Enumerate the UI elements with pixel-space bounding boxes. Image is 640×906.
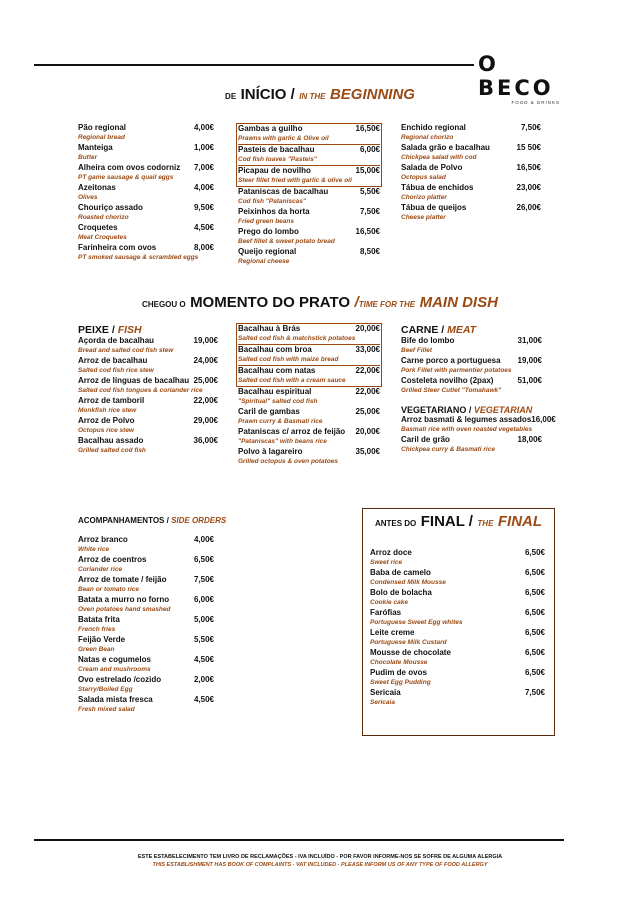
menu-item-name: Salada grão e bacalhau [401, 143, 490, 152]
menu-item-translation: Oven potatoes hand smashed [78, 606, 171, 613]
menu-item-price: 5,50€ [193, 635, 214, 644]
menu-item-name: Manteiga [78, 143, 113, 152]
menu-item-translation: Cookie cake [370, 599, 408, 606]
menu-item [401, 376, 542, 396]
menu-item-price: 8,50€ [359, 247, 380, 256]
menu-item-name: Pasteis de bacalhau [238, 145, 315, 154]
menu-item-name: Pão regional [78, 123, 127, 132]
menu-item-name: Carne porco a portuguesa [401, 356, 501, 365]
menu-item-price: 4,50€ [193, 223, 214, 232]
menu-item-translation: Sericaia [370, 699, 395, 706]
menu-item-translation: Cream and mushrooms [78, 666, 151, 673]
menu-item-translation: Pork Fillet with parmentier potatoes [401, 367, 512, 374]
vegetariano-heading: VEGETARIANO / VEGETARIAN [401, 405, 533, 415]
menu-item-translation: Chickpea curry & Basmati rice [401, 446, 495, 453]
menu-item [370, 648, 545, 668]
menu-item [370, 548, 545, 568]
menu-item-translation: Beef Fillet [401, 347, 433, 354]
menu-item-translation: Green Bean [78, 646, 115, 653]
menu-item [78, 535, 214, 555]
carne-column [401, 324, 556, 455]
menu-item-price: 4,00€ [193, 535, 214, 544]
menu-item [78, 223, 214, 243]
menu-item [78, 416, 218, 436]
menu-item-price: 2,00€ [193, 675, 214, 684]
menu-item-price: 4,00€ [193, 123, 214, 132]
menu-item-translation: Octopus salad [401, 174, 446, 181]
menu-item-name: Gambas a guilho [238, 124, 303, 133]
menu-item-price: 1,00€ [193, 143, 214, 152]
menu-item-name: Bolo de bolacha [370, 588, 432, 597]
menu-item-translation: Salted cod fish rice stew [78, 367, 154, 374]
brand-name: O BECO [478, 52, 554, 100]
menu-item-name: Açorda de bacalhau [78, 336, 155, 345]
menu-item-price: 36,00€ [193, 436, 218, 445]
menu-item-price: 5,00€ [193, 615, 214, 624]
menu-item-name: Caril de grão [401, 435, 450, 444]
menu-item-price: 16,50€ [355, 124, 380, 133]
menu-item [78, 595, 214, 615]
section-title-final: ANTES DO FINAL / THE FINAL [374, 513, 543, 530]
menu-item-price: 5,50€ [359, 187, 380, 196]
section-title-inicio: DE INÍCIO / IN THE BEGINNING [225, 86, 415, 103]
menu-item-price: 7,50€ [524, 688, 545, 697]
menu-item-name: Croquetes [78, 223, 118, 232]
menu-item-price: 22,00€ [193, 396, 218, 405]
menu-item-name: Batata a murro no forno [78, 595, 170, 604]
menu-item-price: 23,00€ [516, 183, 541, 192]
menu-item-translation: Condensed Milk Mousse [370, 579, 446, 586]
menu-item-price: 51,00€ [517, 376, 542, 385]
menu-item-price: 31,00€ [517, 336, 542, 345]
menu-item-translation: Salted cod fish tongues & coriander rice [78, 387, 203, 394]
menu-item-name: Bife do lombo [401, 336, 455, 345]
footer-pt: ESTE ESTABELECIMENTO TEM LIVRO DE RECLAMAÇÕES - IVA INCLUÍDO - POR FAVOR INFORME-NOS SE SOFRE DE ALGUMA ALERGIA [137, 854, 503, 860]
menu-item-price: 6,00€ [193, 595, 214, 604]
menu-item-price: 29,00€ [193, 416, 218, 425]
menu-item [370, 588, 545, 608]
menu-item [78, 243, 214, 263]
menu-item-name: Pudim de ovos [370, 668, 427, 677]
menu-item [401, 435, 542, 455]
menu-item-name: Farófias [370, 608, 402, 617]
menu-item-price: 6,50€ [524, 628, 545, 637]
menu-item-price: 6,50€ [524, 548, 545, 557]
menu-item-price: 9,50€ [193, 203, 214, 212]
menu-item-translation: Prawns with garlic & Olive oil [238, 134, 380, 145]
menu-item-price: 7,00€ [193, 163, 214, 172]
menu-item [78, 396, 218, 416]
menu-item [78, 675, 214, 695]
menu-item-translation: Portuguese Sweet Egg whites [370, 619, 463, 626]
menu-item-translation: Chickpea salad with cod [401, 154, 477, 161]
menu-item [238, 166, 380, 186]
menu-item-translation: Chorizo platter [401, 194, 447, 201]
menu-item-name: Caril de gambas [238, 407, 300, 416]
menu-item [238, 247, 380, 267]
menu-item-price: 6,50€ [524, 648, 545, 657]
menu-item [370, 568, 545, 588]
menu-item-translation: Bread and salted cod fish stew [78, 347, 174, 354]
menu-item-translation: Starry/Boiled Egg [78, 686, 133, 693]
menu-item-price: 25,00€ [193, 376, 218, 385]
menu-item-name: Natas e cogumelos [78, 655, 151, 664]
menu-item [78, 575, 214, 595]
menu-item [238, 345, 380, 366]
menu-item-translation: Meat Croquetes [78, 234, 127, 241]
menu-item-price: 15 50€ [516, 143, 541, 152]
menu-item-name: Arroz de coentros [78, 555, 147, 564]
menu-item-translation: "Spiritual" salted cod fish [238, 398, 318, 405]
menu-item-name: Enchido regional [401, 123, 466, 132]
menu-item [238, 427, 380, 447]
final-column [370, 548, 545, 708]
menu-item [238, 227, 380, 247]
menu-item [401, 163, 541, 183]
menu-item-price: 25,00€ [355, 407, 380, 416]
menu-item-price: 16,50€ [516, 163, 541, 172]
menu-item-translation: French fries [78, 626, 116, 633]
menu-item-translation: Cod fish "Pataniscas" [238, 198, 306, 205]
menu-item [78, 163, 214, 183]
menu-item [238, 366, 380, 386]
menu-item [78, 183, 214, 203]
menu-item-translation: Chocolate Mousse [370, 659, 428, 666]
menu-item-translation: Bean or tomato rice [78, 586, 140, 593]
menu-item-name: Salada de Polvo [401, 163, 463, 172]
peixe-heading: PEIXE / FISH [78, 324, 142, 336]
menu-item-name: Bacalhau à Brás [238, 324, 301, 333]
menu-item-translation: Fried green beans [238, 218, 294, 225]
menu-item-price: 7,50€ [193, 575, 214, 584]
menu-item-name: Azeitonas [78, 183, 116, 192]
menu-item [238, 387, 380, 407]
carne-heading: CARNE / MEAT [401, 324, 477, 336]
menu-item [238, 187, 380, 207]
menu-item-name: Bacalhau assado [78, 436, 144, 445]
menu-item [78, 376, 218, 396]
menu-item-price: 7,50€ [520, 123, 541, 132]
menu-item-translation: Prawn curry & Basmati rice [238, 418, 323, 425]
menu-item-name: Bacalhau com broa [238, 345, 312, 354]
menu-item-translation: Grilled octopus & oven potatoes [238, 458, 339, 465]
menu-item-translation: Butter [78, 154, 98, 161]
menu-item [401, 336, 542, 356]
menu-item-name: Tábua de enchidos [401, 183, 474, 192]
menu-item-translation: Regional bread [78, 134, 125, 141]
menu-item-name: Leite creme [370, 628, 415, 637]
menu-item-name: Chouriço assado [78, 203, 143, 212]
menu-item-price: 19,00€ [193, 336, 218, 345]
menu-item-name: Tábua de queijos [401, 203, 467, 212]
menu-item-translation: PT smoked sausage & scrambled eggs [78, 254, 199, 261]
menu-item [370, 628, 545, 648]
header-rule [34, 64, 474, 66]
menu-item-price: 4,50€ [193, 695, 214, 704]
menu-item-translation: Sweet Egg Pudding [370, 679, 431, 686]
menu-item-price: 19,00€ [517, 356, 542, 365]
menu-item [238, 407, 380, 427]
menu-item-name: Prego do lombo [238, 227, 299, 236]
menu-item-price: 4,00€ [193, 183, 214, 192]
menu-item [401, 183, 541, 203]
menu-item-name: Arroz de tomate / feijão [78, 575, 167, 584]
menu-item [401, 143, 541, 163]
menu-item-name: Batata frita [78, 615, 120, 624]
menu-item-name: Farinheira com ovos [78, 243, 157, 252]
menu-item-name: Baba de camelo [370, 568, 431, 577]
menu-item-translation: Olives [78, 194, 98, 201]
menu-item-translation: PT game sausage & quail eggs [78, 174, 174, 181]
menu-item-name: Feijão Verde [78, 635, 126, 644]
menu-item [238, 207, 380, 227]
menu-item [78, 203, 214, 223]
menu-item-name: Mousse de chocolate [370, 648, 451, 657]
menu-item-name: Arroz doce [370, 548, 412, 557]
menu-item-name: Arroz branco [78, 535, 128, 544]
menu-item [401, 415, 556, 435]
acomp-heading: ACOMPANHAMENTOS / SIDE ORDERS [78, 516, 227, 525]
menu-item-translation: Regional cheese [238, 258, 290, 265]
menu-item-name: Ovo estrelado /cozido [78, 675, 162, 684]
menu-item-translation: Salted cod fish with maize bread [238, 355, 380, 366]
menu-item-name: Alheira com ovos codorniz [78, 163, 181, 172]
menu-item-price: 15,00€ [355, 166, 380, 175]
menu-item-translation: Coriander rice [78, 566, 123, 573]
menu-item-translation: Regional chorizo [401, 134, 454, 141]
menu-item [401, 123, 541, 143]
menu-item [401, 203, 541, 223]
menu-item-price: 6,50€ [524, 568, 545, 577]
menu-item-price: 8,00€ [193, 243, 214, 252]
menu-item-translation: Monkfish rice stew [78, 407, 137, 414]
menu-item-price: 16,50€ [355, 227, 380, 236]
menu-item-translation: Steer fillet fried with garlic & olive oil [238, 177, 352, 184]
footer-rule [34, 839, 564, 841]
menu-item-price: 24,00€ [193, 356, 218, 365]
menu-item-translation: Fresh mixed salad [78, 706, 135, 713]
menu-item [370, 668, 545, 688]
menu-item-name: Arroz de Polvo [78, 416, 135, 425]
menu-item-name: Bacalhau com natas [238, 366, 316, 375]
menu-item [78, 615, 214, 635]
menu-item-price: 6,50€ [524, 668, 545, 677]
brand-tagline: FOOD & DRINKS [511, 100, 560, 105]
menu-item-translation: Cod fish loaves "Pasteis" [238, 155, 380, 166]
menu-item-name: Peixinhos da horta [238, 207, 310, 216]
menu-item [238, 447, 380, 467]
menu-item-translation: Cheese platter [401, 214, 446, 221]
menu-item-price: 18,00€ [517, 435, 542, 444]
acompanhamentos-column [78, 516, 227, 715]
menu-item [78, 143, 214, 163]
menu-item [78, 336, 218, 356]
menu-item-price: 7,50€ [359, 207, 380, 216]
menu-item-translation: Salted cod fish with a cream sauce [238, 377, 346, 384]
menu-item-translation: Beef fillet & sweet potato bread [238, 238, 335, 245]
menu-item-price: 20,00€ [355, 427, 380, 436]
prato-col-2 [236, 323, 382, 467]
menu-item [78, 123, 214, 143]
menu-item-name: Arroz basmati & legumes assados [401, 415, 532, 424]
menu-item [401, 356, 542, 376]
menu-item-name: Arroz de bacalhau [78, 356, 148, 365]
menu-item-translation: Portuguese Milk Custard [370, 639, 447, 646]
menu-item-name: Arroz de línguas de bacalhau [78, 376, 190, 385]
menu-item-name: Bacalhau espiritual [238, 387, 312, 396]
menu-item-name: Sericaia [370, 688, 401, 697]
menu-item [78, 436, 218, 456]
menu-item [370, 688, 545, 708]
menu-item-price: 35,00€ [355, 447, 380, 456]
menu-item-price: 22,00€ [355, 366, 380, 375]
inicio-col-3 [401, 123, 541, 223]
menu-item [370, 608, 545, 628]
menu-item-price: 4,50€ [193, 655, 214, 664]
menu-item-translation: Basmati rice with oven roasted vegetables [401, 426, 533, 433]
menu-item [78, 356, 218, 376]
menu-item-price: 16,00€ [531, 415, 556, 424]
peixe-column [78, 324, 218, 456]
menu-item-price: 20,00€ [355, 324, 380, 333]
menu-item-translation: "Pataniscas" with beans rice [238, 438, 327, 445]
menu-item-name: Arroz de tamboril [78, 396, 145, 405]
menu-item-price: 6,50€ [524, 588, 545, 597]
menu-item [238, 145, 380, 166]
footer-en: THIS ESTABLISHMENT HAS BOOK OF COMPLAINTS - VAT INCLUDED - PLEASE INFORM US OF ANY TYPE OF FOOD ALLERGY [152, 862, 488, 868]
menu-item-name: Polvo à lagareiro [238, 447, 303, 456]
menu-item-translation: White rice [78, 546, 110, 553]
menu-item-translation: Sweet rice [370, 559, 403, 566]
highlight-box [236, 123, 382, 187]
menu-item-translation: Salted cod fish & matchstick potatoes [238, 334, 380, 345]
menu-item-name: Costeleta novilho (2pax) [401, 376, 494, 385]
menu-item [78, 655, 214, 675]
menu-item-name: Queijo regional [238, 247, 297, 256]
menu-item-translation: Grilled salted cod fish [78, 447, 146, 454]
menu-item-price: 6,50€ [193, 555, 214, 564]
menu-item-price: 6,00€ [359, 145, 380, 154]
menu-item-translation: Grilled Steer Cutlet "Tomahawk" [401, 387, 502, 394]
menu-item-price: 22,00€ [355, 387, 380, 396]
menu-item-translation: Octopus rice stew [78, 427, 134, 434]
inicio-col-1 [78, 123, 214, 263]
menu-item-price: 26,00€ [516, 203, 541, 212]
section-title-prato: CHEGOU O MOMENTO DO PRATO /TIME FOR THE MAIN DISH [142, 294, 498, 311]
menu-item [78, 555, 214, 575]
menu-item [238, 124, 380, 145]
menu-item-name: Pataniscas de bacalhau [238, 187, 329, 196]
menu-item [238, 324, 380, 345]
menu-item [78, 695, 214, 715]
menu-item [78, 635, 214, 655]
highlight-box [236, 323, 382, 387]
menu-item-price: 6,50€ [524, 608, 545, 617]
menu-item-name: Picapau de novilho [238, 166, 311, 175]
inicio-col-2 [236, 123, 382, 267]
menu-item-name: Salada mista fresca [78, 695, 153, 704]
menu-item-translation: Roasted chorizo [78, 214, 129, 221]
menu-item-name: Pataniscas c/ arroz de feijão [238, 427, 346, 436]
menu-item-price: 33,00€ [355, 345, 380, 354]
